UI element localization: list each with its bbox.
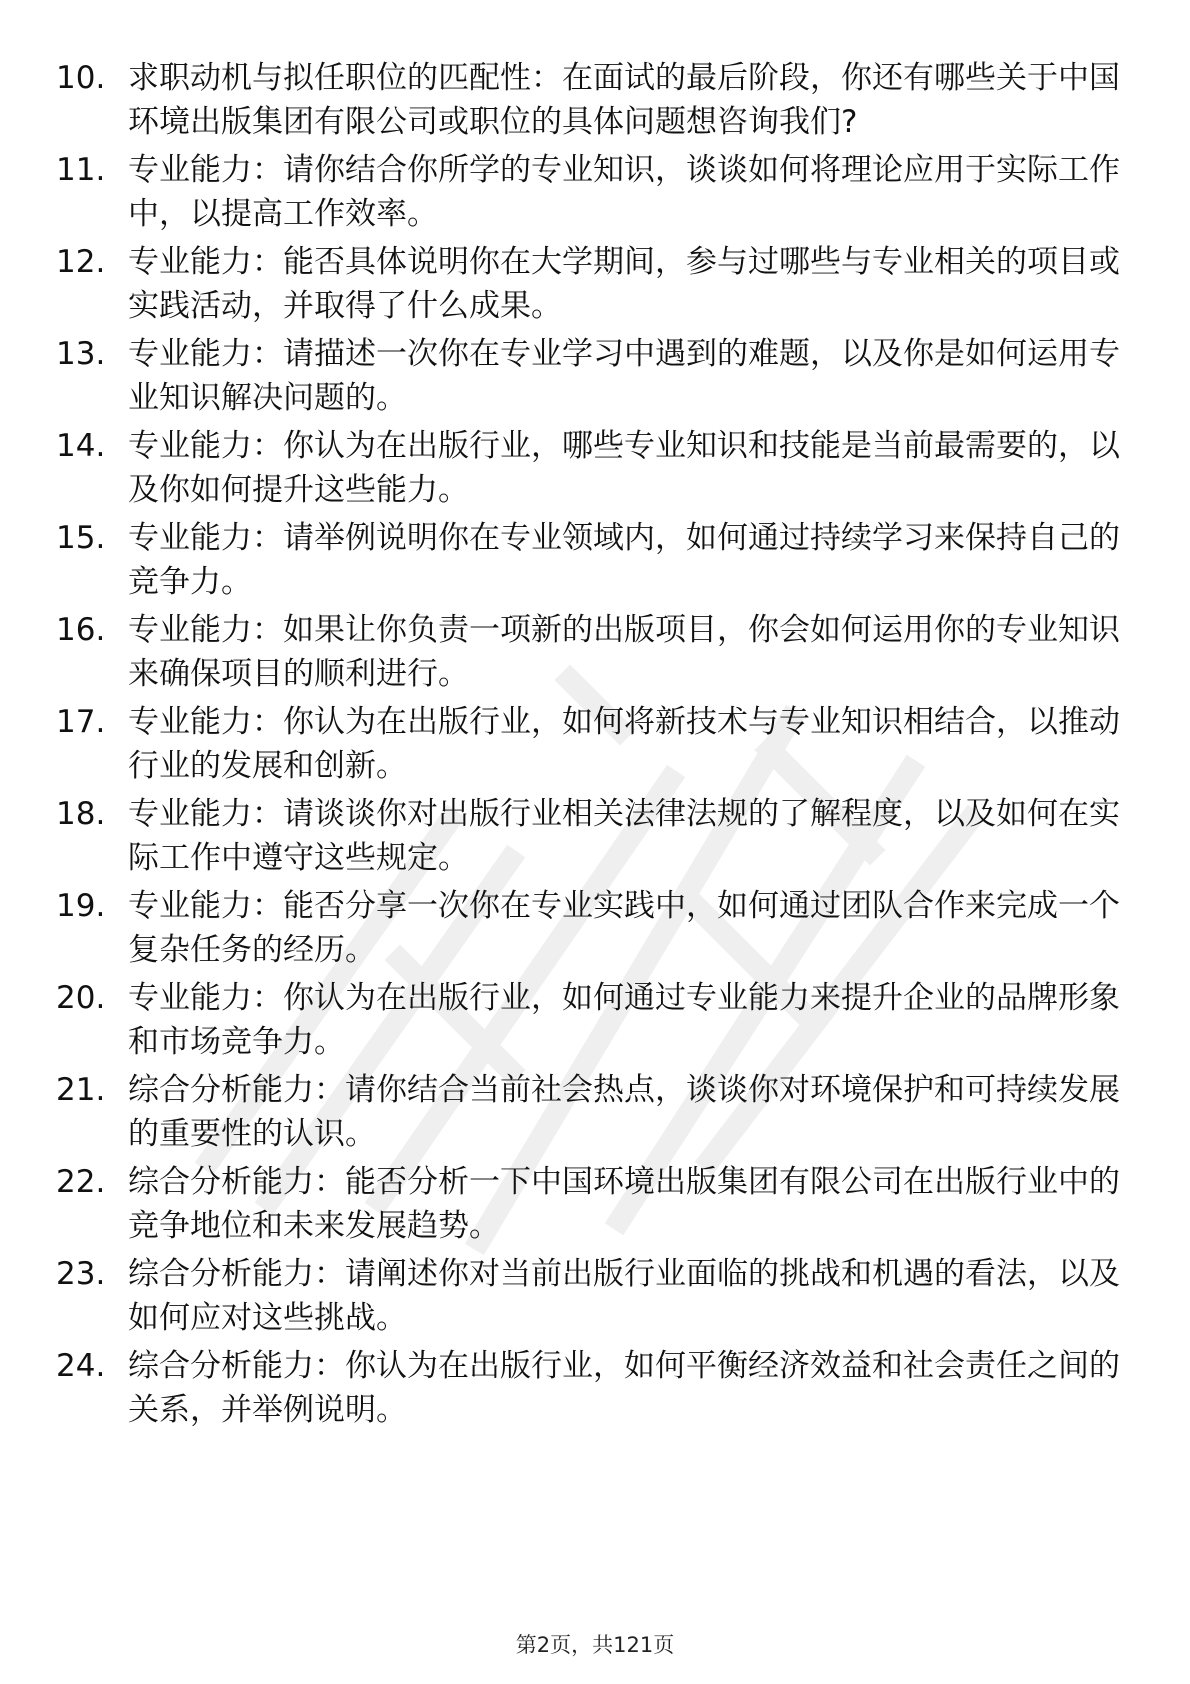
question-text: 专业能力：请描述一次你在专业学习中遇到的难题，以及你是如何运用专业知识解决问题的。 — [128, 336, 1120, 416]
question-text: 综合分析能力：请你结合当前社会热点，谈谈你对环境保护和可持续发展的重要性的认识。 — [128, 1072, 1120, 1152]
question-number: 23. — [56, 1256, 106, 1292]
question-item — [0, 1060, 1190, 1152]
question-item — [0, 1336, 1190, 1428]
question-text: 专业能力：能否分享一次你在专业实践中，如何通过团队合作来完成一个复杂任务的经历。 — [128, 888, 1120, 968]
question-number: 13. — [56, 336, 106, 372]
question-item — [0, 784, 1190, 876]
question-text: 专业能力：如果让你负责一项新的出版项目，你会如何运用你的专业知识来确保项目的顺利进行。 — [128, 612, 1120, 692]
question-number: 24. — [56, 1348, 106, 1384]
question-item — [0, 416, 1190, 508]
question-text: 专业能力：你认为在出版行业，如何通过专业能力来提升企业的品牌形象和市场竞争力。 — [128, 980, 1120, 1060]
question-item — [0, 48, 1190, 140]
question-list — [0, 48, 1190, 1428]
question-text: 专业能力：请谈谈你对出版行业相关法律法规的了解程度，以及如何在实际工作中遵守这些规定。 — [128, 796, 1120, 876]
question-number: 16. — [56, 612, 106, 648]
question-number: 22. — [56, 1164, 106, 1200]
question-item — [0, 1244, 1190, 1336]
question-number: 10. — [56, 60, 106, 96]
question-item — [0, 232, 1190, 324]
question-text: 综合分析能力：能否分析一下中国环境出版集团有限公司在出版行业中的竞争地位和未来发展趋势。 — [128, 1164, 1120, 1244]
question-item — [0, 140, 1190, 232]
question-item — [0, 876, 1190, 968]
question-text: 综合分析能力：请阐述你对当前出版行业面临的挑战和机遇的看法，以及如何应对这些挑战。 — [128, 1256, 1120, 1336]
question-number: 15. — [56, 520, 106, 556]
question-number: 17. — [56, 704, 106, 740]
question-item — [0, 600, 1190, 692]
question-number: 12. — [56, 244, 106, 280]
question-number: 18. — [56, 796, 106, 832]
question-item — [0, 968, 1190, 1060]
question-item — [0, 1152, 1190, 1244]
page-footer — [0, 1630, 1190, 1660]
question-item — [0, 692, 1190, 784]
question-text: 综合分析能力：你认为在出版行业，如何平衡经济效益和社会责任之间的关系，并举例说明。 — [128, 1348, 1120, 1428]
question-text: 专业能力：你认为在出版行业，如何将新技术与专业知识相结合，以推动行业的发展和创新。 — [128, 704, 1120, 784]
question-text: 求职动机与拟任职位的匹配性：在面试的最后阶段，你还有哪些关于中国环境出版集团有限公司或职位的具体问题想咨询我们? — [128, 60, 1120, 140]
question-number: 20. — [56, 980, 106, 1016]
question-number: 11. — [56, 152, 106, 188]
question-text: 专业能力：请举例说明你在专业领域内，如何通过持续学习来保持自己的竞争力。 — [128, 520, 1120, 600]
question-number: 21. — [56, 1072, 106, 1108]
question-text: 专业能力：能否具体说明你在大学期间，参与过哪些与专业相关的项目或实践活动，并取得了什么成果。 — [128, 244, 1120, 324]
question-number: 19. — [56, 888, 106, 924]
question-item — [0, 508, 1190, 600]
question-number: 14. — [56, 428, 106, 464]
question-text: 专业能力：你认为在出版行业，哪些专业知识和技能是当前最需要的，以及你如何提升这些能力。 — [128, 428, 1120, 508]
question-item — [0, 324, 1190, 416]
page-number-label: 第2页，共121页 — [515, 1633, 675, 1657]
question-text: 专业能力：请你结合你所学的专业知识，谈谈如何将理论应用于实际工作中，以提高工作效率。 — [128, 152, 1120, 232]
